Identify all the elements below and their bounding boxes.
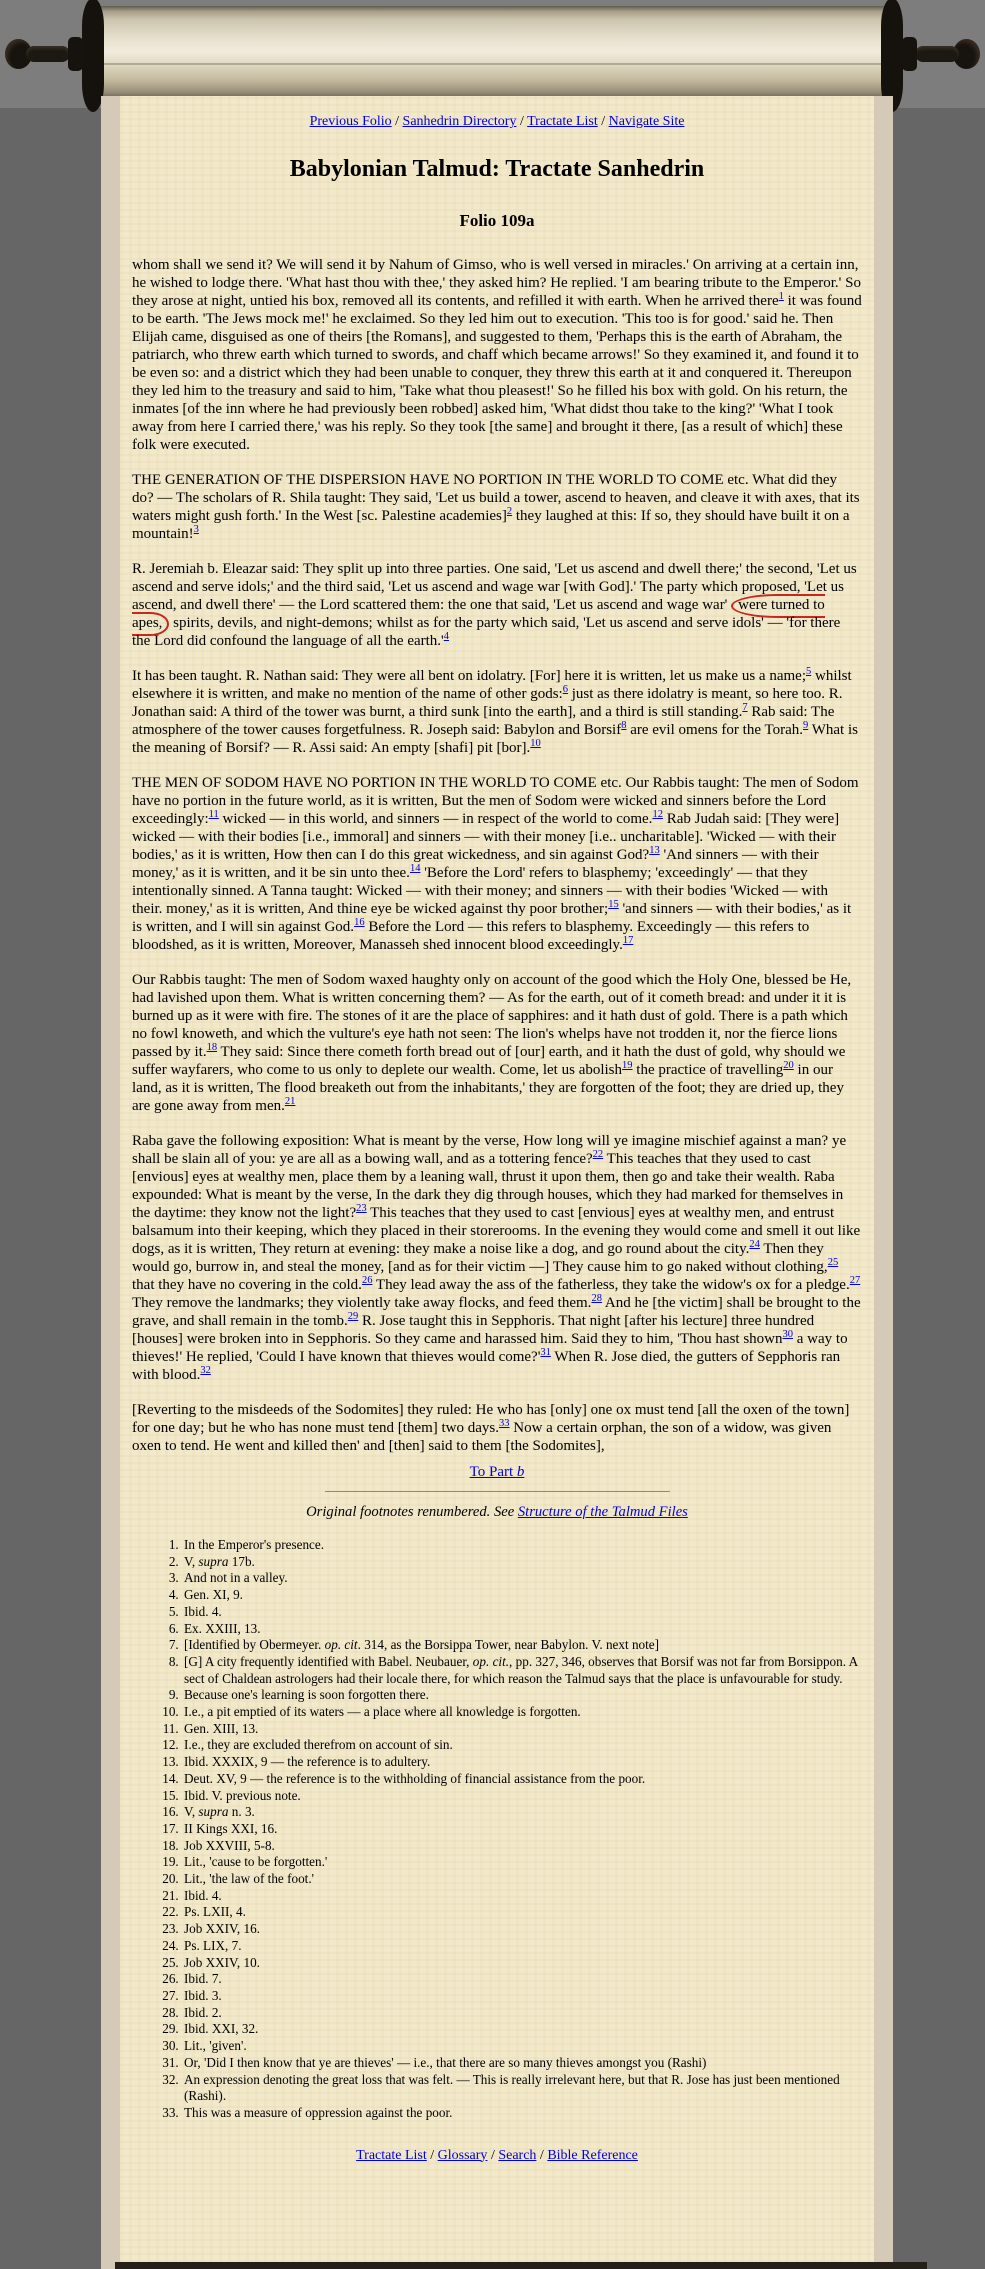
scroll-shaft-icon — [26, 46, 70, 62]
footnote-ref — [530, 738, 541, 749]
italic-text: op. cit — [324, 1637, 358, 1653]
footnote-ref-link-6[interactable]: 6 — [562, 684, 568, 695]
footnote-item-13: 13. Ibid. XXXIX, 9 — the reference is to adultery. — [182, 1754, 862, 1771]
nav-separator: / — [391, 114, 403, 129]
footnote-item-4: 4. Gen. XI, 9. — [182, 1587, 862, 1604]
footnote-item-32: 32. An expression denoting the great loss that was felt. — This is really irrelevant here, but that R. Jose has just been mentioned (Rashi). — [182, 2072, 862, 2105]
bottom-scroll-edge — [115, 2262, 927, 2269]
paragraph-7: Raba gave the following exposition: What is meant by the verse, How long will ye imagine mischief against a man? ye shall be slain all of you: ye are all as a bowing wall, and as a tottering fence?$^{22}$ This teaches that they used to cast [envious] eyes at wealthy men, place them by a leaning wall, thrust it upon them, then go and take their wealth. Raba expounded: What is meant by the verse, In the dark they dig through houses, which they had marked for themselves in the daytime: they know not the light?$^{23}$ This teaches that they used to cast [envious] eyes at wealthy men, and entrust balsamum into their keeping, which they placed in their storerooms. In the evening they would come and smell it out like dogs, as it is written, They return at evening: they make a noise like a dog, and go round about the city.$^{24}$ Then they would go, burrow in, and steal the money, [and as for their victim —] They cause him to go naked without clothing,$^{25}$ that they have no covering in the cold.$^{26}$ They lead away the ass of the fatherless, they take the widow's ox for a pledge.$^{27}$ They remove the landmarks; they violently take away flocks, and feed them.$^{28}$ And he [the victim] shall be brought to the grave, and shall remain in the tomb.$^{29}$ R. Jose taught this in Sepphoris. That night [after his lecture] three hundred [houses] were broken into in Sepphoris. So they came and harassed him. Said they to him, 'Thou hast shown$^{30}$ a way to thieves!' He replied, 'Could I have known that thieves would come?'$^{31}$ When R. Jose died, the gutters of Sepphoris ran with blood.$^{32}$ — [132, 1133, 861, 1383]
footnote-ref — [362, 1275, 373, 1286]
footnote-ref — [652, 809, 663, 820]
top-nav — [132, 114, 862, 130]
footnote-ref-link-5[interactable]: 5 — [805, 666, 812, 677]
footnote-item-27: 27. Ibid. 3. — [182, 1988, 862, 2005]
footnote-ref-link-17[interactable]: 17 — [622, 935, 634, 946]
footnote-ref-link-14[interactable]: 14 — [409, 863, 421, 874]
footnote-item-17: 17. II Kings XXI, 16. — [182, 1821, 862, 1838]
footnote-list — [132, 1537, 862, 2122]
footnote-item-7: 7. [Identified by Obermeyer. op. cit. 314, as the Borsippa Tower, near Babylon. V. next note] — [182, 1637, 862, 1654]
footnote-ref-link-25[interactable]: 25 — [827, 1257, 839, 1268]
footnote-ref — [749, 1239, 760, 1250]
nav-link-sanhedrin-directory[interactable]: Sanhedrin Directory — [402, 114, 517, 129]
paragraph-2: THE GENERATION OF THE DISPERSION HAVE NO PORTION IN THE WORLD TO COME etc. What did they do? — The scholars of R. Shila taught: They said, 'Let us build a tower, ascend to heaven, and cleave it with axes, that its waters might gush forth.' In the West [sc. Palestine academies]$^2$ they laughed at this: If so, they should have built it on a mountain!$^3$ — [132, 472, 860, 542]
footnote-ref-link-28[interactable]: 28 — [591, 1293, 602, 1304]
footnote-ref-link-2[interactable]: 2 — [506, 506, 513, 517]
footnote-ref — [410, 863, 421, 874]
paragraph-8: [Reverting to the misdeeds of the Sodomites] they ruled: He who has [only] one ox must tend [all the oxen of the town] for one day; but he who has none must tend [them] two days.$^{33}$ Now a certain orphan, the son of a widow, was given oxen to tend. He went and killed then' and [then] said to them [the Sodomites], — [132, 1402, 850, 1454]
footnote-item-29: 29. Ibid. XXI, 32. — [182, 2021, 862, 2038]
footnote-ref — [803, 720, 808, 731]
footnote-ref — [649, 845, 660, 856]
scroll-handle-right-icon — [900, 36, 980, 72]
footnote-ref-link-26[interactable]: 26 — [361, 1275, 373, 1286]
footnote-item-6: 6. Ex. XXIII, 13. — [182, 1621, 862, 1638]
paragraph-4: It has been taught. R. Nathan said: They were all bent on idolatry. [For] here it is written, let us make us a name;$^5$ whilst elsewhere it is written, and make no mention of the name of other gods:$^6$ just as there idolatry is meant, so here too. R. Jonathan said: A third of the tower was burnt, a third sunk [into the earth], and a third is still standing.$^7$ Rab said: The atmosphere of the tower causes forgetfulness. R. Joseph said: Babylon and Borsif$^8$ are evil omens for the Torah.$^9$ What is the meaning of Borsif? — R. Assi said: An empty [shafi] pit [bor].$^{10}$ — [132, 666, 858, 756]
bottom-nav — [132, 2148, 862, 2164]
footnote-item-8: 8. [G] A city frequently identified with Babel. Neubauer, op. cit., pp. 327, 346, observes that Borsif was not far from Borsippon. A sect of Chaldean astrologers had their locale there, for which reason the Talmud says that the place is unfavourable for study. — [182, 1654, 862, 1687]
nav-link-tractate-list[interactable]: Tractate List — [356, 2147, 427, 2163]
footnote-ref-link-10[interactable]: 10 — [530, 738, 541, 749]
footnote-ref-link-12[interactable]: 12 — [652, 809, 663, 820]
paragraph-5: THE MEN OF SODOM HAVE NO PORTION IN THE WORLD TO COME etc. Our Rabbis taught: The men of Sodom have no portion in the future world, as it is written, But the men of Sodom were wicked and sinners before the Lord exceedingly:$^{11}$ wicked — in this world, and sinners — in respect of the world to come.$^{12}$ Rab Judah said: [They were] wicked — with their bodies [i.e., immoral] and sinners — with their money [i.e.. uncharitable]. 'Wicked — with their bodies,' as it is written, How then can I do this great wickedness, and sin against God?$^{13}$ 'And sinners — with their money,' as it is written, and it be sin unto thee.$^{14}$ 'Before the Lord' refers to blasphemy; 'exceedingly' — that they intentionally sinned. A Tanna taught: Wicked — with their money; and sinners — with their bodies 'Wicked — with their. money,' as it is written, And thine eye be wicked against thy poor brother;$^{15}$ 'and sinners — with their bodies,' as it is written, and I will sin against God.$^{16}$ Before the Lord — this refers to blasphemy. Exceedingly — this refers to bloodshed, as it is written, Moreover, Manasseh shed innocent blood exceedingly.$^{17}$ — [132, 775, 859, 953]
footnote-item-11: 11. Gen. XIII, 13. — [182, 1721, 862, 1738]
footnote-item-25: 25. Job XXIV, 10. — [182, 1955, 862, 1972]
footnote-item-10: 10. I.e., a pit emptied of its waters — a place where all knowledge is forgotten. — [182, 1704, 862, 1721]
italic-text: supra — [198, 1553, 229, 1569]
footnote-ref-link-9[interactable]: 9 — [803, 720, 809, 731]
footnote-ref — [608, 899, 619, 910]
footnote-ref-link-33[interactable]: 33 — [499, 1418, 510, 1429]
footnote-ref-link-32[interactable]: 32 — [200, 1365, 211, 1376]
footnote-ref-link-4[interactable]: 4 — [443, 631, 450, 642]
footnote-ref-link-15[interactable]: 15 — [608, 899, 619, 910]
footnote-item-3: 3. And not in a valley. — [182, 1570, 862, 1587]
footnote-ref — [742, 702, 747, 713]
footnote-item-5: 5. Ibid. 4. — [182, 1604, 862, 1621]
page-title: Babylonian Talmud: Tractate Sanhedrin — [289, 156, 705, 182]
footnote-ref-link-19[interactable]: 19 — [622, 1060, 633, 1071]
footnote-ref — [591, 1293, 602, 1304]
to-part-link-row — [132, 1464, 862, 1481]
nav-link-navigate-site[interactable]: Navigate Site — [608, 114, 685, 129]
footnote-item-1: 1. In the Emperor's presence. — [182, 1537, 862, 1554]
footnote-ref — [200, 1365, 211, 1376]
footnote-item-18: 18. Job XXVIII, 5-8. — [182, 1838, 862, 1855]
footnote-ref — [209, 809, 219, 820]
scroll-shaft-icon — [915, 46, 959, 62]
footnote-ref — [563, 684, 568, 695]
footnote-ref — [285, 1096, 296, 1107]
paragraph-1: whom shall we send it? We will send it by Nahum of Gimso, who is well versed in miracles.' On arriving at a certain inn, he wished to lodge there. 'What hast thou with thee,' they asked him? He replied. 'I am bearing tribute to the Emperor.' So they arose at night, untied his box, removed all its contents, and refilled it with earth. When he arrived there$^1$ it was found to be earth. 'The Jews mock me!' he exclaimed. So they led him out to execution. 'This too is for good.' said he. Then Elijah came, disguised as one of theirs [the Romans], and suggested to them, 'Perhaps this is the earth of Abraham, the patriarch, who threw earth which turned to swords, and chaff which became arrows!' So they examined it, and found it to be even so: and a district which they had been unable to conquer, they threw this earth at it and conquered it. Thereupon they led him to the treasury and said to him, 'Take what thou pleasest!' So he filled his box with gold. On his return, the inmates [of the inn where he had previously been robbed] asked him, 'What didst thou take to the king?' 'What I took away from here I carried there,' was his reply. So they took [the same] and brought it there, [as a result of which] these folk were executed. — [132, 257, 862, 453]
paragraph-6: Our Rabbis taught: The men of Sodom waxed haughty only on account of the good which the Holy One, blessed be He, had lavished upon them. What is written concerning them? — As for the earth, out of it cometh bread: and under it it is burned up as it were with fire. The stones of it are the place of sapphires: and it hath dust of gold. There is a path which no fowl knoweth, and which the vulture's eye hath not seen: The lion's whelps have not trodden it, nor the fierce lions passed by it.$^{18}$ They said: Since there cometh forth bread out of [our] earth, and it hath the dust of gold, why should we suffer wayfarers, who come to us only to deplete our wealth. Come, let us abolish$^{19}$ the practice of travelling$^{20}$ in our land, as it is written, The flood breaketh out from the inhabitants,' they are forgotten of the foot; they are dried up, they are gone away from men.$^{21}$ — [132, 972, 852, 1114]
footnote-item-12: 12. I.e., they are excluded therefrom on account of sin. — [182, 1737, 862, 1754]
footnote-ref — [850, 1275, 861, 1286]
footnote-notice — [132, 1504, 862, 1521]
footnote-ref-link-16[interactable]: 16 — [354, 917, 365, 928]
footnote-item-28: 28. Ibid. 2. — [182, 2005, 862, 2022]
divider — [325, 1491, 670, 1492]
footnote-ref-link-18[interactable]: 18 — [206, 1042, 218, 1053]
footnote-notice-text: Original footnotes renumbered. See — [306, 1504, 518, 1520]
footnote-ref — [622, 1060, 633, 1071]
footnote-ref-link-3[interactable]: 3 — [193, 524, 199, 535]
scroll-roller-graphic — [0, 0, 985, 108]
footnote-ref-link-24[interactable]: 24 — [749, 1239, 760, 1250]
nav-separator: / — [597, 114, 609, 129]
footnote-ref-link-20[interactable]: 20 — [783, 1060, 794, 1071]
footnote-ref — [783, 1329, 794, 1340]
scroll-handle-left-icon — [5, 36, 85, 72]
footnote-item-26: 26. Ibid. 7. — [182, 1971, 862, 1988]
scroll-tube — [93, 6, 892, 98]
footnote-ref — [779, 291, 784, 302]
footnote-ref-link-30[interactable]: 30 — [782, 1329, 794, 1340]
footnote-ref — [621, 720, 626, 731]
nav-separator: / — [536, 2147, 548, 2163]
footnote-ref-link-8[interactable]: 8 — [621, 720, 627, 731]
footnote-item-30: 30. Lit., 'given'. — [182, 2038, 862, 2055]
footnote-ref — [194, 524, 199, 535]
footnote-ref — [444, 631, 449, 642]
footnote-item-15: 15. Ibid. V. previous note. — [182, 1788, 862, 1805]
red-circle-annotation: were turned to apes, — [132, 594, 825, 636]
to-part-link[interactable]: To Part b — [469, 1464, 525, 1480]
paragraph-3: R. Jeremiah b. Eleazar said: They split up into three parties. One said, 'Let us ascend and dwell there;' the second, 'Let us ascend and serve idols;' and the third said, 'Let us ascend and wage war [with God].' The party which proposed, 'Let us ascend, and dwell there' — the Lord scattered them: the one that said, 'Let us ascend and wage war' were turned to apes, spirits, devils, and night-demons; whilst as for the party which said, 'Let us ascend and serve idols' — 'for there the Lord did confound the language of all the earth.'$^4$ — [132, 561, 857, 649]
scroll-collar-icon — [902, 37, 917, 71]
footnote-ref-link-23[interactable]: 23 — [356, 1203, 367, 1214]
footnote-ref-link-1[interactable]: 1 — [778, 291, 784, 302]
footnote-ref-link-27[interactable]: 27 — [849, 1275, 861, 1286]
footnote-item-9: 9. Because one's learning is soon forgotten there. — [182, 1687, 862, 1704]
footnote-ref — [623, 935, 634, 946]
footnote-ref — [207, 1042, 218, 1053]
footnote-ref-link-29[interactable]: 29 — [347, 1311, 359, 1322]
nav-link-search[interactable]: Search — [498, 2147, 537, 2163]
nav-link-glossary[interactable]: Glossary — [437, 2147, 488, 2163]
footnote-item-14: 14. Deut. XV, 9 — the reference is to the withholding of financial assistance from the poor. — [182, 1771, 862, 1788]
footnote-item-33: 33. This was a measure of oppression against the poor. — [182, 2105, 862, 2122]
footnote-item-24: 24. Ps. LIX, 7. — [182, 1938, 862, 1955]
footnote-ref-link-11[interactable]: 11 — [208, 809, 219, 820]
nav-link-tractate-list[interactable]: Tractate List — [527, 114, 598, 129]
footnote-ref — [540, 1347, 551, 1358]
nav-link-bible-reference[interactable]: Bible Reference — [547, 2147, 638, 2163]
nav-link-previous-folio[interactable]: Previous Folio — [309, 114, 392, 129]
footnote-item-21: 21. Ibid. 4. — [182, 1888, 862, 1905]
footnote-ref — [783, 1060, 794, 1071]
nav-separator: / — [426, 2147, 438, 2163]
footnote-item-16: 16. V, supra n. 3. — [182, 1804, 862, 1821]
folio-heading: Folio 109a — [459, 211, 535, 230]
italic-text: supra — [198, 1804, 229, 1820]
footnote-ref-link-21[interactable]: 21 — [284, 1096, 296, 1107]
footnote-ref — [507, 506, 512, 517]
footnote-item-22: 22. Ps. LXII, 4. — [182, 1904, 862, 1921]
footnote-ref — [348, 1311, 359, 1322]
italic-text: op. cit. — [472, 1653, 510, 1669]
nav-separator: / — [516, 114, 528, 129]
footnote-item-19: 19. Lit., 'cause to be forgotten.' — [182, 1854, 862, 1871]
footnote-item-20: 20. Lit., 'the law of the foot.' — [182, 1871, 862, 1888]
footnote-ref — [828, 1257, 839, 1268]
footnote-ref — [806, 666, 811, 677]
footnote-ref — [499, 1418, 510, 1429]
footnote-ref-link-13[interactable]: 13 — [649, 845, 660, 856]
footnote-item-23: 23. Job XXIV, 16. — [182, 1921, 862, 1938]
main-text — [132, 256, 862, 1455]
scroll-collar-icon — [68, 37, 83, 71]
footnote-ref-link-22[interactable]: 22 — [592, 1149, 604, 1160]
footnote-ref-link-31[interactable]: 31 — [540, 1347, 551, 1358]
footnote-ref — [593, 1149, 604, 1160]
parchment-page — [101, 96, 893, 2269]
italic-text: b — [516, 1464, 525, 1480]
footnote-ref — [354, 917, 365, 928]
nav-separator: / — [487, 2147, 499, 2163]
footnote-ref — [356, 1203, 367, 1214]
footnote-ref-link-7[interactable]: 7 — [742, 702, 748, 713]
footnote-item-31: 31. Or, 'Did I then know that ye are thieves' — i.e., that there are so many thieves amongst you (Rashi) — [182, 2055, 862, 2072]
footnote-notice-link[interactable]: Structure of the Talmud Files — [517, 1504, 688, 1520]
footnote-item-2: 2. V, supra 17b. — [182, 1554, 862, 1571]
page-content-area — [120, 96, 874, 2269]
